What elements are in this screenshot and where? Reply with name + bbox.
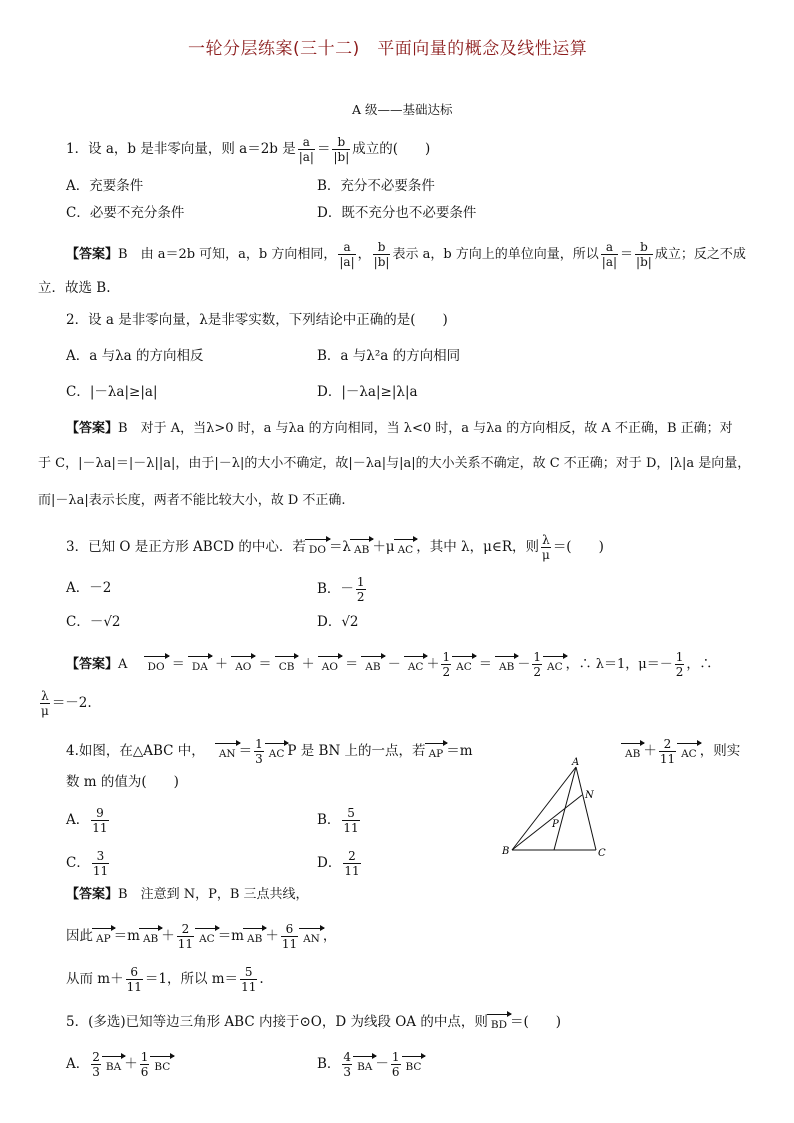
vector-ac: AC (681, 740, 697, 760)
q1-stem-text: 1．设 a，b 是非零向量，则 a＝2b 是 (66, 141, 296, 157)
q3-option-c: C．－√2 (66, 614, 121, 630)
point-label-a: A (572, 757, 580, 768)
q3-answer: 【答案】A DO ＝ DA ＋ AO ＝ CB ＋ AO ＝ AB － AC ＋ $\frac{1}{2}$ AC ＝ AB － $\frac{1}{2}$ AC ，∴ λ＝1，μ＝－ $\frac{1}{2}$ ，∴ (66, 650, 713, 679)
q2-answer: 【答案】B 对于 A，当λ>0 时，a 与λa 的方向相同，当 λ<0 时，a 与λa 的方向相反，故 A 不正确，B 正确；对 (66, 421, 733, 436)
q4-answer: 【答案】B 注意到 N，P，B 三点共线， (66, 887, 309, 902)
q2-answer-cont1: 于 C，|－λa|＝|－λ||a|，由于|－λ|的大小不确定，故|－λa|与|a|的大小关系不确定，故 C 不正确；对于 D，|λ|a 是向量， (38, 456, 751, 471)
point-label-b: B (502, 846, 510, 857)
vector-bd: BD (491, 1011, 507, 1031)
q2-option-a: A．a 与λa 的方向相反 (66, 348, 204, 364)
vector-do: DO (309, 536, 326, 556)
q1-answer: 【答案】B 由 a＝2b 可知，a，b 方向相同， $\frac{a}{|a|}$ ， $\frac{b}{|b|}$ 表示 a，b 方向上的单位向量，所以 $\frac{a}{|a|}$ ＝ $\frac{b}{|b|}$ 成立；反之不成 (66, 240, 746, 269)
segment-bn (512, 795, 582, 850)
point-label-p: P (552, 819, 559, 830)
vector-ac: AC (269, 740, 285, 760)
q1-option-d: D．既不充分也不必要条件 (317, 205, 477, 221)
edge-ac (576, 767, 596, 850)
q5-option-b: B． $\frac{4}{3}$ BA － $\frac{1}{6}$ BC (317, 1050, 422, 1079)
q2-option-c: C．|－λa|≥|a| (66, 384, 158, 400)
q4-answer-cont2: 从而 m＋ $\frac{6}{11}$ ＝1，所以 m＝ $\frac{5}{11}$ . (66, 965, 264, 994)
q2-option-b: B．a 与λ²a 的方向相同 (317, 348, 461, 364)
q2-option-d: D．|－λa|≥|λ|a (317, 384, 418, 400)
point-label-c: C (598, 848, 606, 857)
q5-option-a: A． $\frac{2}{3}$ BA ＋ $\frac{1}{6}$ BC (66, 1050, 171, 1079)
edge-ab (512, 767, 576, 850)
vector-ab: AB (354, 536, 369, 556)
q1-frac-b: $\frac{b}{|b|}$ (333, 135, 350, 164)
answer-tag: 【答案】 (66, 247, 119, 262)
q4-option-c: C． $\frac{3}{11}$ (66, 849, 109, 878)
q1-frac-a: $\frac{a}{|a|}$ (298, 135, 314, 164)
answer-tag: 【答案】 (66, 657, 119, 672)
q4-answer-cont1: 因此 AP ＝m AB ＋ $\frac{2}{11}$ AC ＝m AB ＋ $\frac{6}{11}$ AN ， (66, 922, 337, 951)
q4-option-d: D． $\frac{2}{11}$ (317, 849, 360, 878)
answer-tag: 【答案】 (66, 421, 119, 436)
answer-tag: 【答案】 (66, 887, 119, 902)
vector-ac: AC (398, 536, 414, 556)
vector-an: AN (219, 740, 236, 760)
q3-option-d: D．√2 (317, 614, 359, 630)
section-heading: A 级——基础达标 (352, 102, 453, 117)
q1-stem (66, 135, 430, 164)
q1-option-c: C．必要不充分条件 (66, 205, 185, 221)
q3-frac-lambda-mu: $\frac{\lambda}{\mu}$ (542, 533, 550, 562)
q1-stem-text-end: 成立的( ) (352, 141, 431, 157)
vector-ab: AB (625, 740, 640, 760)
q1-option-b: B．充分不必要条件 (317, 178, 435, 194)
q4-stem: 4.如图，在△ABC 中， AN ＝ $\frac{1}{3}$ AC P 是 BN 上的一点，若 AP ＝m (66, 737, 473, 766)
q3-option-a: A．－2 (66, 580, 112, 596)
q1-answer-cont: 立．故选 B. (38, 280, 111, 296)
q5-stem: 5．(多选)已知等边三角形 ABC 内接于⊙O，D 为线段 OA 的中点，则 BD ＝( ) (66, 1011, 561, 1031)
q3-option-b: B．－ $\frac{1}{2}$ (317, 575, 365, 604)
q4-option-b: B． $\frac{5}{11}$ (317, 806, 359, 835)
q2-stem: 2．设 a 是非零向量，λ是非零实数，下列结论中正确的是( ) (66, 312, 448, 328)
q1-option-a: A．充要条件 (66, 178, 144, 194)
triangle-figure (498, 757, 618, 857)
q4-stem-cont: 数 m 的值为( ) (66, 774, 179, 790)
equals-sign: ＝ (316, 141, 331, 157)
segment-a-through-p (554, 767, 576, 850)
q4-stem-right: AB ＋ $\frac{2}{11}$ AC ，则实 (625, 737, 741, 766)
q4-option-a: A． $\frac{9}{11}$ (66, 806, 108, 835)
q3-answer-cont: $\frac{\lambda}{\mu}$ ＝－2. (41, 689, 92, 718)
q2-answer-cont2: 而|－λa|表示长度，两者不能比较大小，故 D 不正确. (38, 493, 346, 508)
q3-stem: 3．已知 O 是正方形 ABCD 的中心．若 DO ＝λ AB ＋μ AC ，其中 λ，μ∈R，则 $\frac{\lambda}{\mu}$ ＝( ) (66, 533, 604, 562)
point-label-n: N (585, 790, 594, 801)
vector-ap: AP (429, 740, 444, 760)
page-title: 一轮分层练案(三十二) 平面向量的概念及线性运算 (188, 39, 588, 59)
